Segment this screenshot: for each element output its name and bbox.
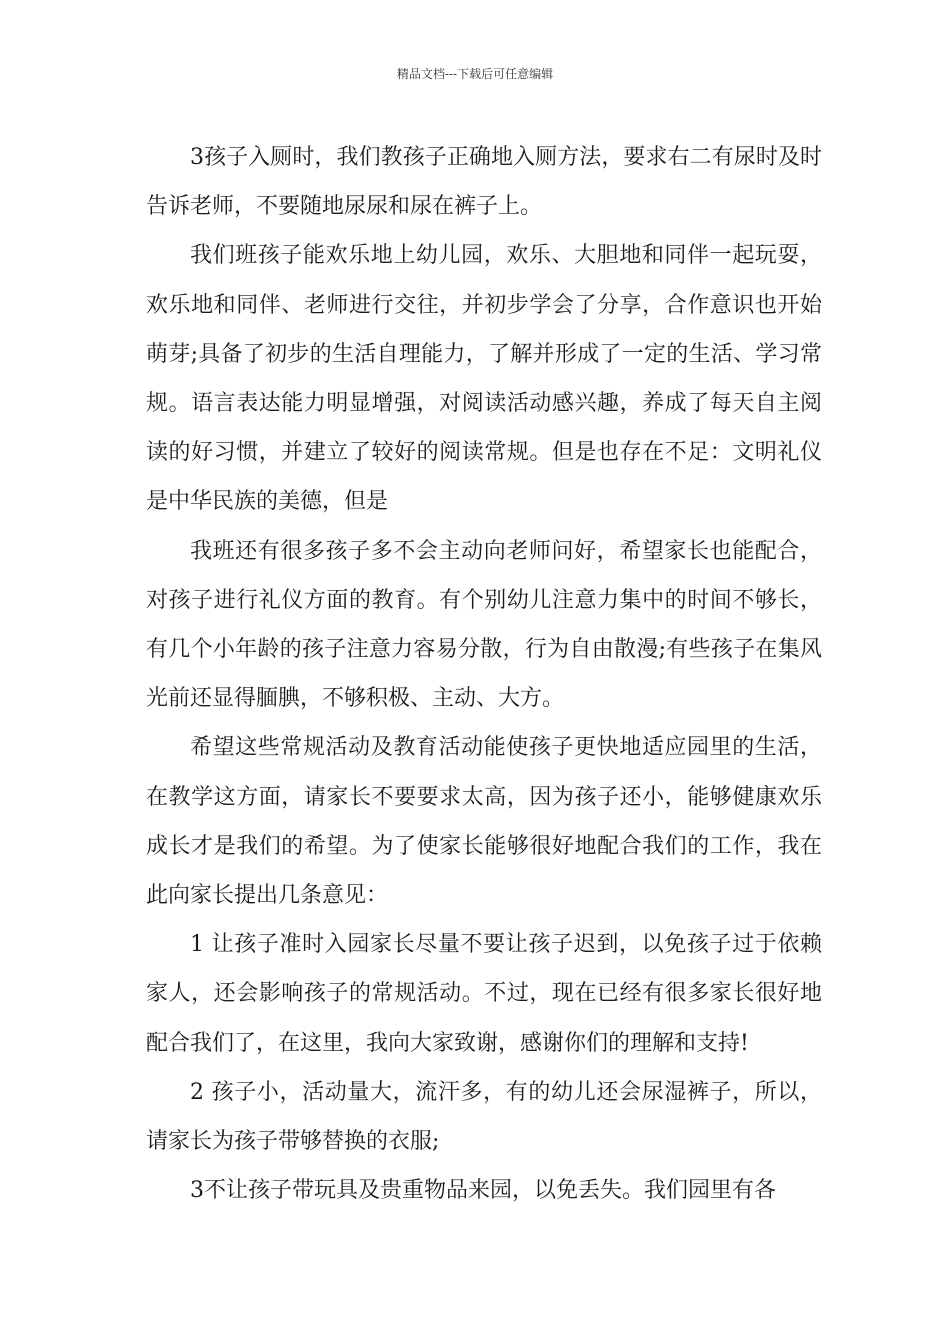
paragraph-suggestion-3: 3不让孩子带玩具及贵重物品来园，以免丢失。我们园里有各 (190, 1178, 776, 1204)
document-body (146, 133, 822, 1215)
paragraph-etiquette: 我班还有很多孩子多不会主动向老师问好，希望家长也能配合，对孩子进行礼仪方面的教育。有个别幼儿注意力集中的时间不够长，有几个小年龄的孩子注意力容易分散，行为自由散漫;有些孩子在集风光前还显得腼腆，不够积极、主动、大方。 (146, 538, 822, 712)
paragraph-class-overview: 我们班孩子能欢乐地上幼儿园，欢乐、大胆地和同伴一起玩耍，欢乐地和同伴、老师进行交往，并初步学会了分享，合作意识也开始萌芽;具备了初步的生活自理能力，了解并形成了一定的生活、学习常规。语言表达能力明显增强，对阅读活动感兴趣，养成了每天自主阅读的好习惯，并建立了较好的阅读常规。但是也存在不足：文明礼仪是中华民族的美德，但是 (146, 243, 822, 515)
paragraph-toilet: 3孩子入厕时，我们教孩子正确地入厕方法，要求右二有尿时及时告诉老师，不要随地尿尿和尿在裤子上。 (146, 145, 822, 220)
page-header: 精品文档---下载后可任意编辑 (396, 67, 554, 81)
paragraph-expectations: 希望这些常规活动及教育活动能使孩子更快地适应园里的生活，在教学这方面，请家长不要要求太高，因为孩子还小，能够健康欢乐成长才是我们的希望。为了使家长能够很好地配合我们的工作，我在此向家长提出几条意见： (146, 735, 822, 909)
paragraph-suggestion-1: 1 让孩子准时入园家长尽量不要让孩子迟到，以免孩子过于依赖家人，还会影响孩子的常规活动。不过，现在已经有很多家长很好地配合我们了，在这里，我向大家致谢，感谢你们的理解和支持! (146, 932, 822, 1056)
paragraph-suggestion-2: 2 孩子小，活动量大，流汗多，有的幼儿还会尿湿裤子，所以，请家长为孩子带够替换的衣服; (146, 1079, 822, 1155)
